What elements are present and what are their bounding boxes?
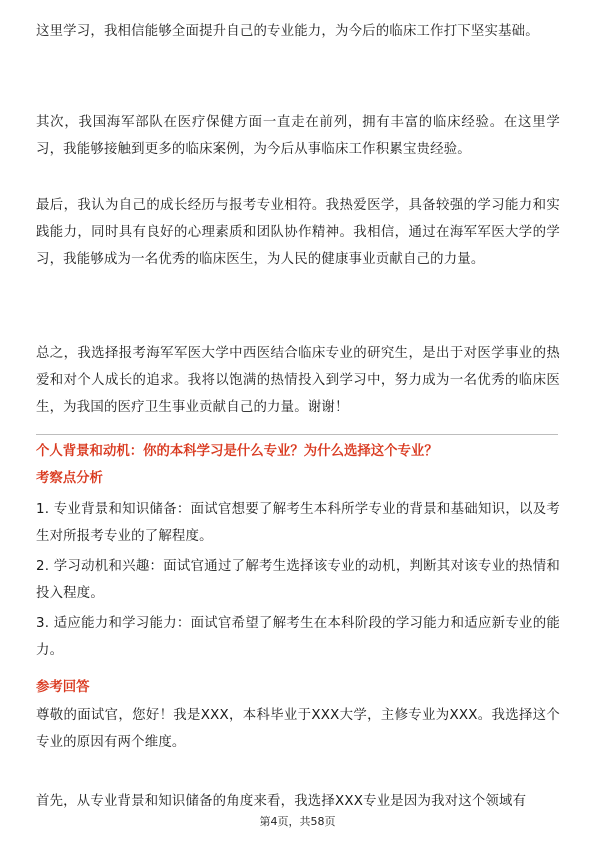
analysis-item-3: 3. 适应能力和学习能力：面试官希望了解考生在本科阶段的学习能力和适应新专业的能力。 — [36, 616, 560, 658]
paragraph-third-reason: 最后，我认为自己的成长经历与报考专业相符。我热爱医学，具备较强的学习能力和实践能力，同时具有良好的心理素质和团队协作精神。我相信，通过在海军军医大学的学习，我能够成为一名优秀的临床医生，为人民的健康事业贡献自己的力量。 — [36, 198, 560, 267]
paragraph-continued: 这里学习，我相信能够全面提升自己的专业能力，为今后的临床工作打下坚实基础。 — [36, 24, 539, 39]
paragraph-conclusion: 总之，我选择报考海军军医大学中西医结合临床专业的研究生，是出于对医学事业的热爱和对个人成长的追求。我将以饱满的热情投入到学习中，努力成为一名优秀的临床医生，为我国的医疗卫生事业贡献自己的力量。谢谢！ — [36, 346, 560, 415]
answer-paragraph-2: 首先，从专业背景和知识储备的角度来看，我选择XXX专业是因为我对这个领域有 — [36, 794, 527, 809]
answer-paragraph-1: 尊敬的面试官，您好！我是XXX，本科毕业于XXX大学，主修专业为XXX。我选择这个专业的原因有两个维度。 — [36, 708, 560, 750]
section-divider — [36, 434, 558, 435]
analysis-heading: 考察点分析 — [36, 471, 103, 486]
analysis-item-2: 2. 学习动机和兴趣：面试官通过了解考生选择该专业的动机，判断其对该专业的热情和投入程度。 — [36, 559, 560, 601]
paragraph-second-reason: 其次，我国海军部队在医疗保健方面一直走在前列，拥有丰富的临床经验。在这里学习，我能够接触到更多的临床案例，为今后从事临床工作积累宝贵经验。 — [36, 115, 560, 157]
interview-question: 个人背景和动机：你的本科学习是什么专业？为什么选择这个专业？ — [36, 444, 438, 459]
page-number: 第4页，共58页 — [259, 815, 336, 828]
answer-heading: 参考回答 — [36, 680, 90, 695]
analysis-item-1: 1. 专业背景和知识储备：面试官想要了解考生本科所学专业的背景和基础知识，以及考生对所报考专业的了解程度。 — [36, 502, 560, 544]
